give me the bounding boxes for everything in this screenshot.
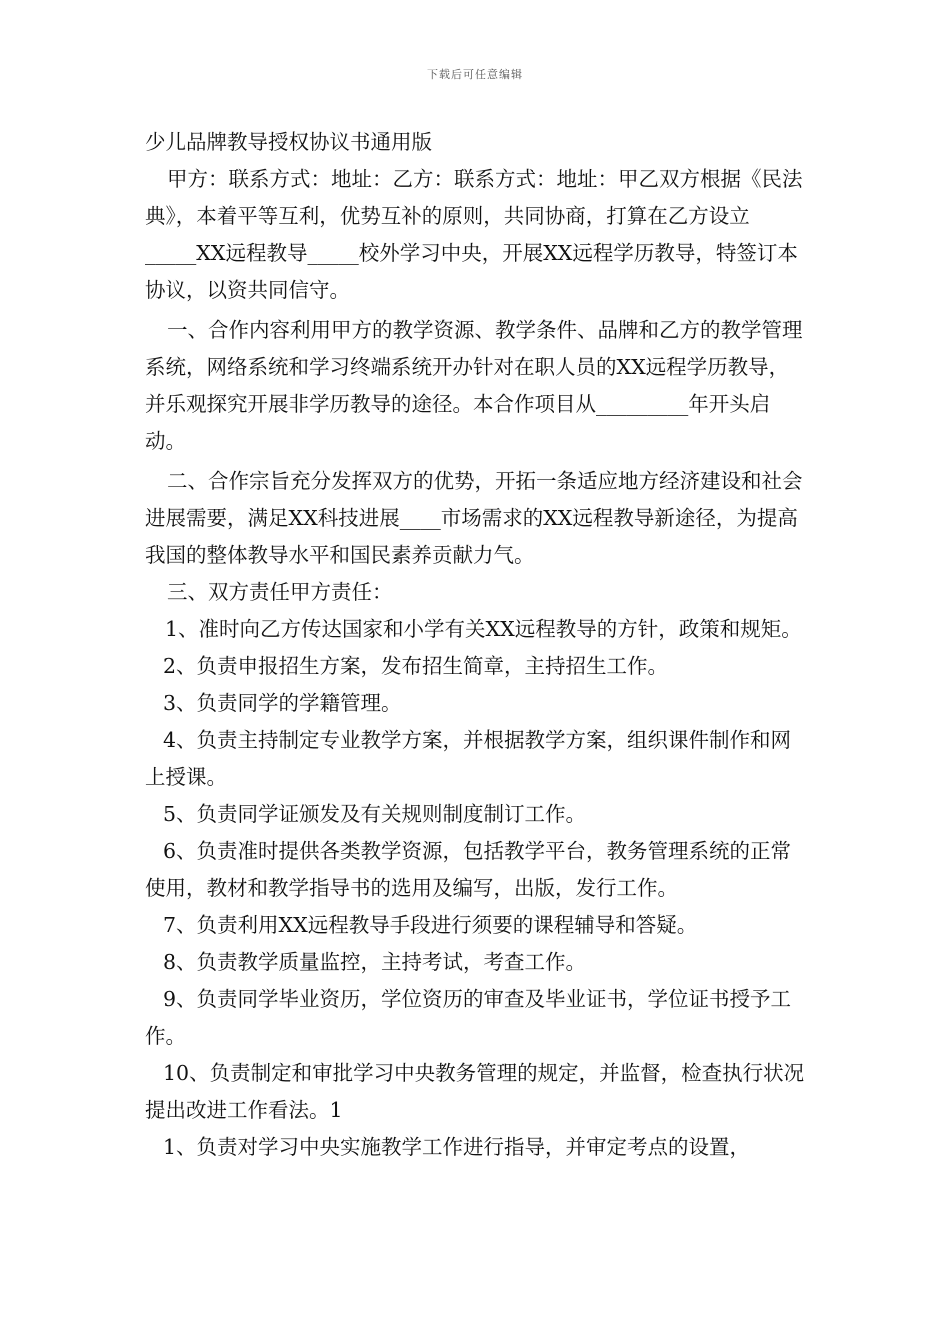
paragraph-section-3: 三、双方责任甲方责任： <box>167 580 393 604</box>
document-body <box>145 124 807 1166</box>
list-item: 1、负责对学习中央实施教学工作进行指导，并审定考点的设置， <box>163 1135 751 1159</box>
paragraph-section-2: 二、合作宗旨充分发挥双方的优势，开拓一条适应地方经济建设和社会进展需要，满足XX科技进展____市场需求的XX远程教导新途径，为提高我国的整体教导水平和国民素养贡献力气。 <box>145 469 803 567</box>
list-item: 7、负责利用XX远程教导手段进行须要的课程辅导和答疑。 <box>163 913 698 937</box>
document-title: 少儿品牌教导授权协议书通用版 <box>145 130 432 154</box>
paragraph-section-1: 一、合作内容利用甲方的教学资源、教学条件、品牌和乙方的教学管理系统，网络系统和学习终端系统开办针对在职人员的XX远程学历教导，并乐观探究开展非学历教导的途径。本合作项目从_________年开头启动。 <box>145 318 803 453</box>
list-item: 1、准时向乙方传达国家和小学有关XX远程教导的方针，政策和规矩。 <box>165 617 802 641</box>
list-item: 5、负责同学证颁发及有关规则制度制订工作。 <box>163 802 587 826</box>
list-item: 8、负责教学质量监控，主持考试，考查工作。 <box>163 950 587 974</box>
paragraph-parties: 甲方：联系方式：地址：乙方：联系方式：地址：甲乙双方根据《民法典》，本着平等互利，优势互补的原则，共同协商，打算在乙方设立_____XX远程教导_____校外学习中央，开展XX远程学历教导，特签订本协议，以资共同信守。 <box>145 167 803 302</box>
list-item: 6、负责准时提供各类教学资源，包括教学平台，教务管理系统的正常使用，教材和教学指导书的选用及编写，出版，发行工作。 <box>145 839 792 900</box>
list-item: 9、负责同学毕业资历，学位资历的审查及毕业证书，学位证书授予工作。 <box>145 987 792 1048</box>
list-item: 10、负责制定和审批学习中央教务管理的规定，并监督，检查执行状况提出改进工作看法。1 <box>145 1061 805 1122</box>
list-item: 4、负责主持制定专业教学方案，并根据教学方案，组织课件制作和网上授课。 <box>145 728 792 789</box>
list-item: 2、负责申报招生方案，发布招生简章，主持招生工作。 <box>163 654 669 678</box>
header-note: 下载后可任意编辑 <box>427 68 523 81</box>
list-item: 3、负责同学的学籍管理。 <box>163 691 402 715</box>
